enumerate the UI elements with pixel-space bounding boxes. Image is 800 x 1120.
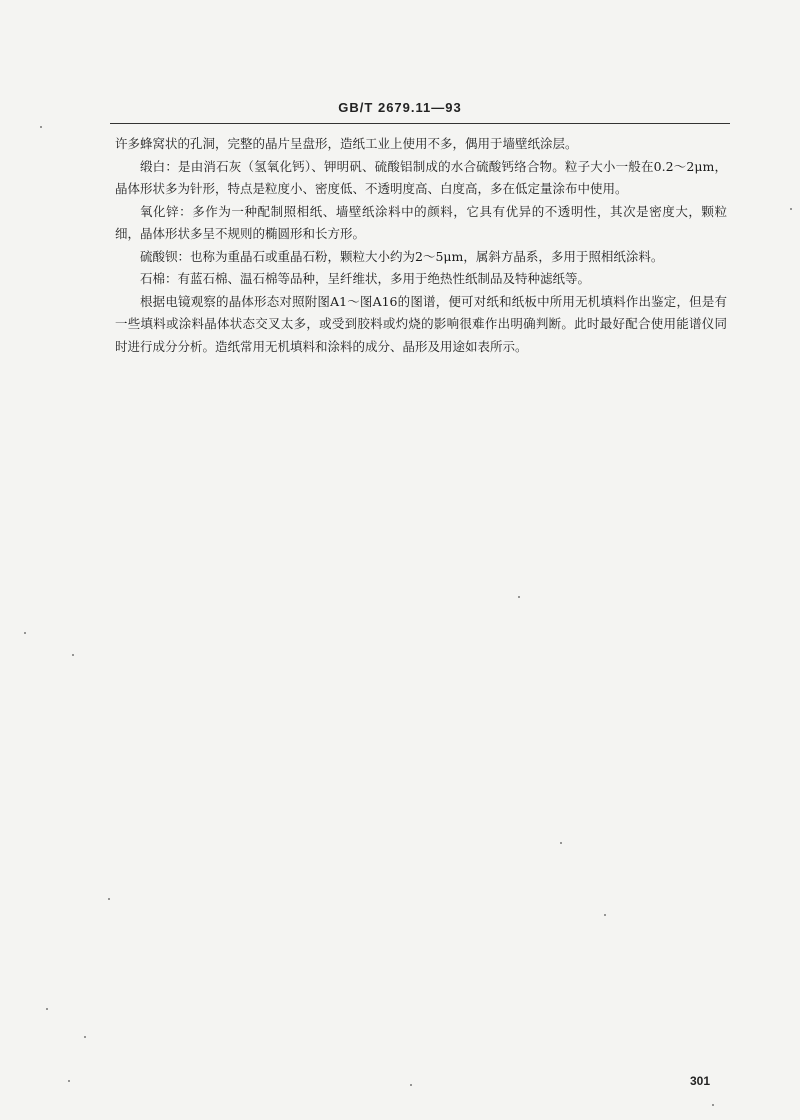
scan-speck bbox=[46, 1008, 48, 1010]
scan-speck bbox=[560, 842, 562, 844]
scan-speck bbox=[24, 632, 26, 634]
scan-speck bbox=[84, 1036, 86, 1038]
scan-speck bbox=[108, 898, 110, 900]
standard-number-header: GB/T 2679.11—93 bbox=[338, 100, 462, 115]
paragraph-barium-sulfate: 硫酸钡：也称为重晶石或重晶石粉，颗粒大小约为2～5μm，属斜方晶系，多用于照相纸涂料。 bbox=[140, 248, 664, 264]
paragraph-continuation: 许多蜂窝状的孔洞，完整的晶片呈盘形，造纸工业上使用不多，偶用于墙壁纸涂层。 bbox=[115, 136, 578, 151]
scan-speck bbox=[410, 1084, 412, 1086]
scan-speck bbox=[518, 596, 520, 598]
scan-speck bbox=[604, 914, 606, 916]
scan-speck bbox=[712, 1104, 714, 1106]
scan-speck bbox=[72, 654, 74, 656]
body-text bbox=[115, 133, 727, 358]
scan-speck bbox=[40, 126, 42, 128]
scan-speck bbox=[68, 1080, 70, 1082]
paragraph-asbestos: 石棉：有蓝石棉、温石棉等品种，呈纤维状，多用于绝热性纸制品及特种滤纸等。 bbox=[140, 271, 591, 286]
paragraph-identification: 根据电镜观察的晶体形态对照附图A1～图A16的图谱，便可对纸和纸板中所用无机填料作出鉴定，但是有一些填料或涂料晶体状态交叉太多，或受到胶料或灼烧的影响很难作出明确判断。此时最好配合使用能谱仪同时进行成分分析。造纸常用无机填料和涂料的成分、晶形及用途如表所示。 bbox=[115, 293, 727, 354]
header-divider bbox=[110, 123, 730, 124]
paragraph-zinc-oxide: 氧化锌：多作为一种配制照相纸、墙壁纸涂料中的颜料，它具有优异的不透明性，其次是密度大，颗粒细，晶体形状多呈不规则的椭圆形和长方形。 bbox=[115, 203, 727, 241]
paragraph-satin-white: 缎白：是由消石灰（氢氧化钙）、钾明矾、硫酸铝制成的水合硫酸钙络合物。粒子大小一般在0.2～2μm，晶体形状多为针形，特点是粒度小、密度低、不透明度高、白度高，多在低定量涂布中使用。 bbox=[115, 158, 727, 196]
page-number: 301 bbox=[690, 1074, 711, 1088]
scan-speck bbox=[790, 208, 792, 210]
